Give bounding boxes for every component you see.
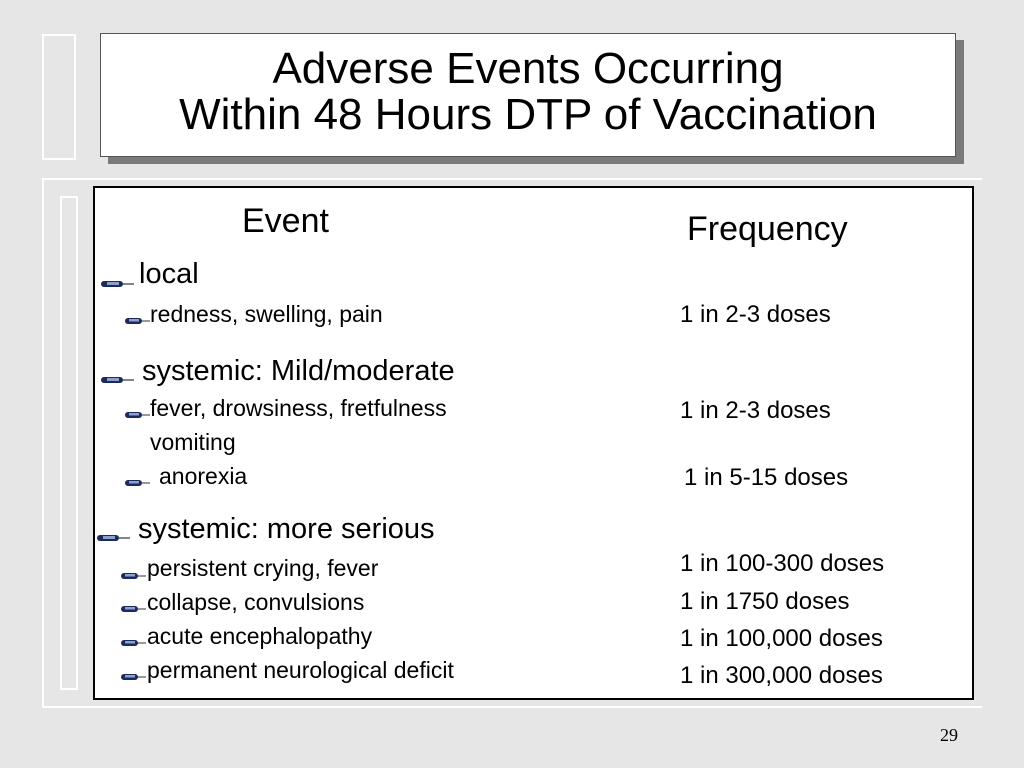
event-item: anorexia [159,463,248,489]
column-header-event: Event [242,202,329,240]
frequency-value: 1 in 300,000 doses [680,662,883,689]
event-item: collapse, convulsions [147,589,365,615]
frequency-value: 1 in 100,000 doses [680,625,883,652]
section-label-local: local [139,258,199,290]
syringe-icon [99,278,135,290]
slide-title [100,33,956,157]
page-number: 29 [940,725,958,745]
title-line-1: Adverse Events Occurring [272,44,784,93]
event-item: acute encephalopathy [147,623,373,649]
frequency-value: 1 in 100-300 doses [680,550,885,577]
title-line-2: Within 48 Hours DTP of Vaccination [179,90,877,139]
column-header-frequency: Frequency [687,210,848,248]
syringe-icon [99,374,135,386]
frequency-value: 1 in 2-3 doses [680,301,831,328]
event-item: permanent neurological deficit [147,657,454,683]
syringe-icon [119,604,147,614]
content-panel [93,186,974,700]
section-label-systemic-mild: systemic: Mild/moderate [142,355,455,387]
title-frame-decoration [42,34,76,160]
syringe-icon [119,571,147,581]
event-item: fever, drowsiness, fretfulness [150,395,447,421]
frequency-value: 1 in 5-15 doses [684,464,849,491]
syringe-icon [95,532,131,544]
event-item: persistent crying, fever [147,555,379,581]
body-frame-decoration-inner [60,196,78,690]
syringe-icon [123,478,151,488]
syringe-icon [119,672,147,682]
syringe-icon [123,410,151,420]
syringe-icon [119,638,147,648]
frequency-value: 1 in 1750 doses [680,588,850,615]
section-label-systemic-serious: systemic: more serious [138,513,435,545]
event-item-continued: vomiting [150,429,236,455]
syringe-icon [123,316,151,326]
frequency-value: 1 in 2-3 doses [680,397,831,424]
event-item: redness, swelling, pain [150,301,383,327]
